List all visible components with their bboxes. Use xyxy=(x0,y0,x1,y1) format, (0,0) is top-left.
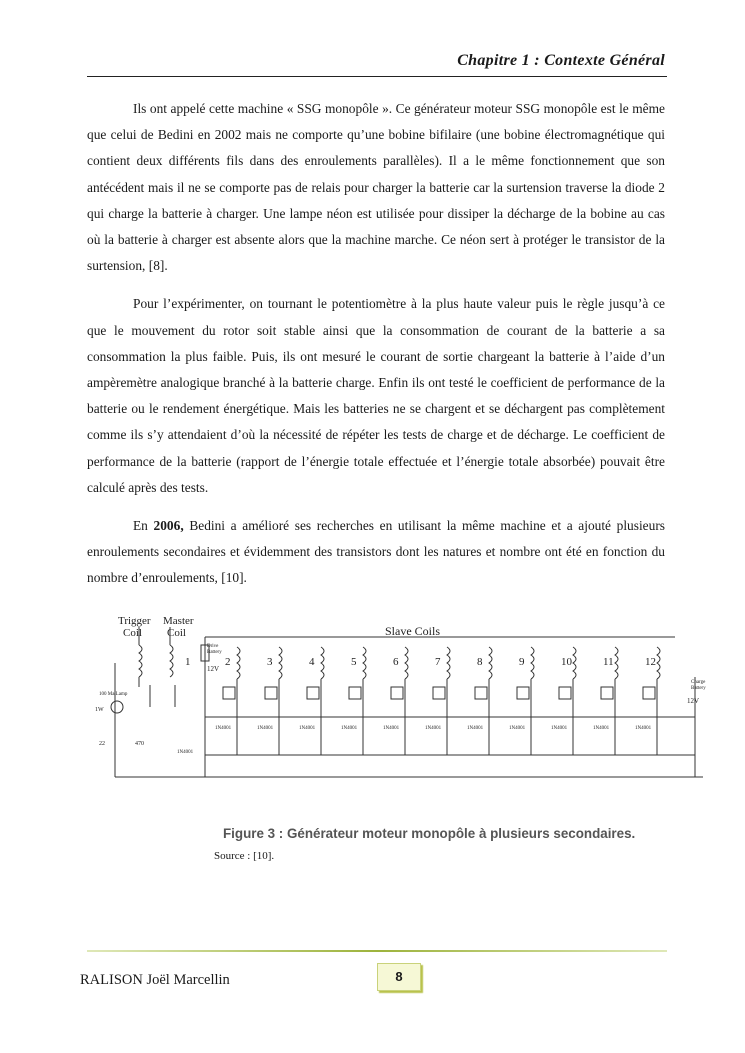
circuit-diagram xyxy=(95,607,712,792)
header-rule xyxy=(87,76,667,77)
diode-label-10: 1N4001 xyxy=(551,726,568,731)
diode-label-4: 1N4001 xyxy=(299,726,316,731)
transistor-2 xyxy=(223,687,235,699)
coil-number-10: 10 xyxy=(561,656,572,668)
transistor-12 xyxy=(643,687,655,699)
slave-coil-11 xyxy=(615,647,618,679)
paragraph-3 xyxy=(87,513,665,592)
diode-label-9: 1N4001 xyxy=(509,726,526,731)
body-text xyxy=(87,96,665,604)
coil-number-11: 11 xyxy=(603,656,614,668)
slave-coil-8 xyxy=(489,647,492,679)
diode-label-3: 1N4001 xyxy=(257,726,274,731)
transistor-9 xyxy=(517,687,529,699)
coil-number-7: 7 xyxy=(435,656,441,668)
chapter-header: Chapitre 1 : Contexte Général xyxy=(457,52,665,69)
diode-left-label: 1N4001 xyxy=(177,750,194,755)
transistor-4 xyxy=(307,687,319,699)
transistor-11 xyxy=(601,687,613,699)
master-label-1: Master xyxy=(163,615,194,627)
charge-battery-label-1: Charge xyxy=(691,680,706,685)
page-number: 8 xyxy=(377,963,421,991)
diode-label-5: 1N4001 xyxy=(341,726,358,731)
transistor-5 xyxy=(349,687,361,699)
slave-coil-2 xyxy=(237,647,240,679)
slave-coil-7 xyxy=(447,647,450,679)
paragraph-3-rest: Bedini a amélioré ses recherches en utilisant la même machine et a ajouté plusieurs enroulements secondaires et évidemment des transistors dont les natures et nombre ont été en fonction du nombre d’enroulements, [10]. xyxy=(87,518,665,586)
figure-caption: Figure 3 : Générateur moteur monopôle à plusieurs secondaires. xyxy=(223,826,636,841)
trigger-label-1: Trigger xyxy=(118,615,151,627)
footer-author: RALISON Joël Marcellin xyxy=(80,972,230,988)
charge-voltage: 12V xyxy=(687,697,700,705)
slave-coil-12 xyxy=(657,647,660,679)
charge-battery-label-2: Battery xyxy=(691,686,706,691)
slave-coils-label: Slave Coils xyxy=(385,624,441,638)
transistor-3 xyxy=(265,687,277,699)
slave-coil-4 xyxy=(321,647,324,679)
slave-coil-3 xyxy=(279,647,282,679)
slave-coil-5 xyxy=(363,647,366,679)
coil-number-5: 5 xyxy=(351,656,357,668)
resistor-470-label: 470 xyxy=(135,741,144,747)
coil-number-9: 9 xyxy=(519,656,525,668)
lamp-rating: 1W xyxy=(95,707,104,713)
diode-label-11: 1N4001 xyxy=(593,726,610,731)
resistor-22-label: 22 xyxy=(99,741,105,747)
slave-coil-10 xyxy=(573,647,576,679)
diode-label-6: 1N4001 xyxy=(383,726,400,731)
coil-number-3: 3 xyxy=(267,656,273,668)
drive-battery-label-1: Drive xyxy=(207,644,219,649)
paragraph-3-start: En xyxy=(133,518,154,534)
transistor-7 xyxy=(433,687,445,699)
year-2006: 2006, xyxy=(153,518,184,534)
trigger-label-2: Coil xyxy=(123,627,142,639)
coil-number-8: 8 xyxy=(477,656,483,668)
master-label-2: Coil xyxy=(167,627,186,639)
slave-coil-6 xyxy=(405,647,408,679)
footer-rule xyxy=(87,950,667,952)
coil-number-4: 4 xyxy=(309,656,315,668)
slave-coil-9 xyxy=(531,647,534,679)
transistor-10 xyxy=(559,687,571,699)
coil-number-6: 6 xyxy=(393,656,399,668)
transistor-6 xyxy=(391,687,403,699)
drive-voltage: 12V xyxy=(207,665,220,673)
transistor-8 xyxy=(475,687,487,699)
diode-label-8: 1N4001 xyxy=(467,726,484,731)
paragraph-1: Ils ont appelé cette machine « SSG monopôle ». Ce générateur moteur SSG monopôle est le même que celui de Bedini en 2002 mais ne comporte qu’une bobine bifilaire (une bobine électromagnétique qui contient deux différents fils dans des enroulements parallèles). Il a le même fonctionnement que son antécédent mais il ne se comporte pas de relais pour charger la batterie car la surtension traverse la diode 2 qui charge la batterie à charger. Une lampe néon est utilisée pour dissiper la décharge de la bobine au cas où la batterie à charger est absente alors que la machine marche. Ce néon sert à protéger le transistor de la surtension, [8]. xyxy=(87,101,665,274)
lamp-label: 100 Ma Lamp xyxy=(99,692,128,697)
coil-number-1: 1 xyxy=(185,656,191,668)
coil-number-12: 12 xyxy=(645,656,656,668)
slave-coil-group xyxy=(185,647,660,755)
diode-label-12: 1N4001 xyxy=(635,726,652,731)
coil-number-2: 2 xyxy=(225,656,231,668)
drive-battery-label-2: Battery xyxy=(207,650,222,655)
figure-source: Source : [10]. xyxy=(214,850,275,862)
paragraph-2: Pour l’expérimenter, on tournant le potentiomètre à la plus haute valeur puis le règle jusqu’à ce que le mouvement du rotor soit stable ainsi que la consommation de courant de la batterie a sa consommation la plus faible. Puis, ils ont mesuré le courant de sortie chargeant la batterie à l’aide d’un ampèremètre analogique branché à la batterie charge. Enfin ils ont testé le coefficient de performance de la batterie ou le rendement énergétique. Mais les batteries ne se chargent et se déchargent pas complètement comme ils s’y attendaient d’où la nécessité de répéter les tests de charge et de décharge. Le coefficient de performance de la batterie (rapport de l’énergie totale effectuée et l’énergie totale absorbée) pouvait être calculé après des tests. xyxy=(87,296,665,495)
diode-label-7: 1N4001 xyxy=(425,726,442,731)
diode-label-2: 1N4001 xyxy=(215,726,232,731)
